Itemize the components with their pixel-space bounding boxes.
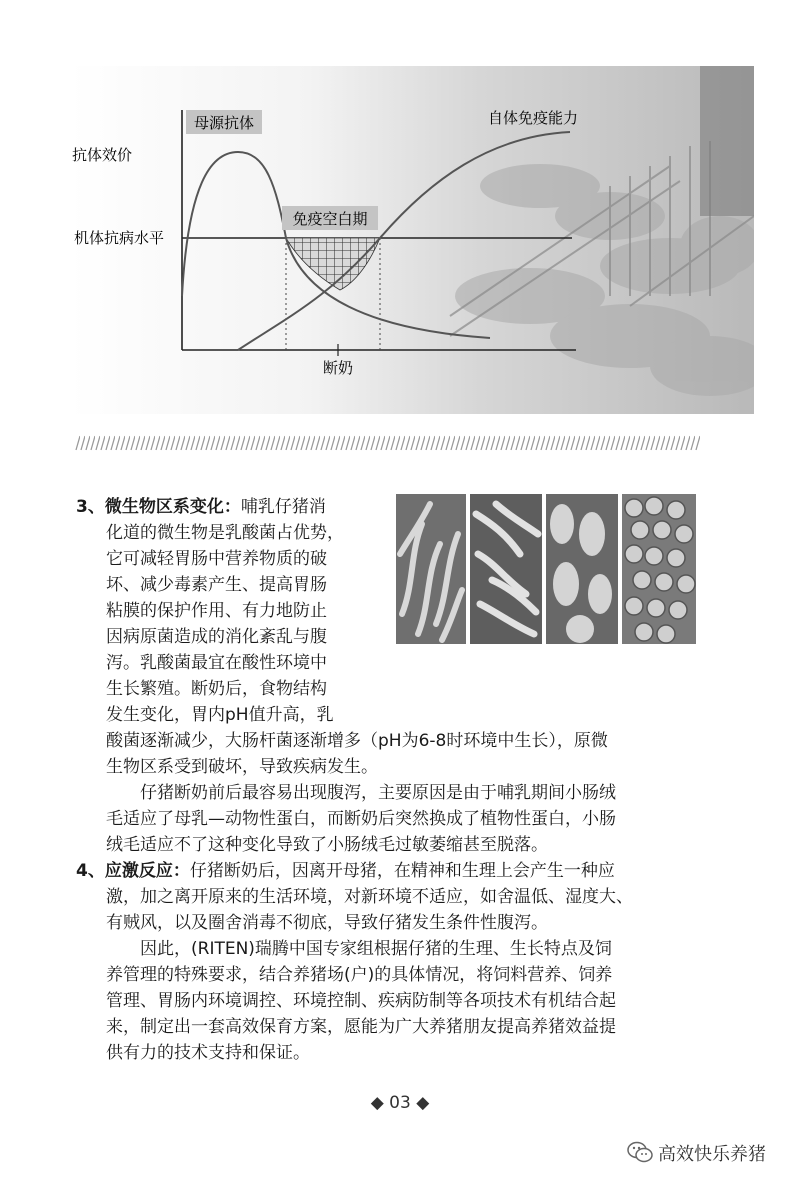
villi-photo-3 bbox=[546, 494, 618, 644]
wechat-watermark bbox=[624, 1134, 794, 1170]
wechat-icon bbox=[626, 1140, 654, 1164]
diarrhea-line-2: 绒毛适应不了这种变化导致了小肠绒毛过敏萎缩甚至脱落。 bbox=[106, 835, 548, 855]
section3-line-1: 化道的微生物是乳酸菌占优势， bbox=[106, 523, 344, 543]
section3-line-4: 粘膜的保护作用、有力地防止 bbox=[106, 601, 327, 621]
immunity-gap-label: 免疫空白期 bbox=[292, 210, 368, 228]
section3-title: 微生物区系变化： bbox=[104, 497, 241, 517]
section3-heading-line bbox=[76, 495, 326, 519]
riten-line-1: 养管理的特殊要求，结合养猪场(户)的具体情况，将饲料营养、饲养 bbox=[106, 965, 613, 985]
weaning-label: 断奶 bbox=[322, 359, 354, 377]
pig-pen-photo bbox=[70, 66, 754, 414]
intestinal-villi-photos bbox=[396, 494, 696, 644]
villi-photo-2 bbox=[470, 494, 542, 644]
villi-photo-1 bbox=[396, 494, 466, 644]
villi-photo-4 bbox=[622, 494, 696, 644]
page-number: ◆ 03 ◆ bbox=[370, 1093, 430, 1113]
self-immunity-label: 自体免疫能力 bbox=[487, 109, 579, 127]
section3-line-6: 泻。乳酸菌最宜在酸性环境中 bbox=[106, 653, 327, 673]
riten-line-0: 因此，(RITEN)瑞腾中国专家组根据仔猪的生理、生长特点及饲 bbox=[140, 939, 612, 959]
diarrhea-line-1: 毛适应了母乳—动物性蛋白，而断奶后突然换成了植物性蛋白，小肠 bbox=[106, 809, 616, 829]
riten-line-3: 来，制定出一套高效保育方案，愿能为广大养猪朋友提高养猪效益提 bbox=[106, 1017, 616, 1037]
hatched-divider bbox=[75, 434, 700, 452]
section3-line-10: 生物区系受到破坏，导致疾病发生。 bbox=[106, 757, 378, 777]
section3-line-5: 因病原菌造成的消化紊乱与腹 bbox=[106, 627, 327, 647]
antibody-titer-label: 抗体效价 bbox=[72, 146, 133, 164]
section4-line-0: 仔猪断奶后，因离开母猪，在精神和生理上会产生一种应 bbox=[189, 861, 615, 881]
section3-line-7: 生长繁殖。断奶后，食物结构 bbox=[106, 679, 327, 699]
immunity-gap-figure bbox=[70, 66, 754, 414]
watermark-text: 高效快乐养猪 bbox=[658, 1144, 766, 1165]
riten-line-4: 供有力的技术支持和保证。 bbox=[106, 1043, 310, 1063]
section4-number: 4、 bbox=[76, 861, 105, 881]
section3-number: 3、 bbox=[76, 497, 105, 517]
resistance-level-label: 机体抗病水平 bbox=[74, 229, 165, 247]
section3-line-9: 酸菌逐渐减少，大肠杆菌逐渐增多（pH为6-8时环境中生长），原微 bbox=[106, 731, 608, 751]
section4-line-2: 有贼风，以及圈舍消毒不彻底，导致仔猪发生条件性腹泻。 bbox=[106, 913, 548, 933]
section4-line-1: 激，加之离开原来的生活环境，对新环境不适应，如舍温低、湿度大、 bbox=[106, 887, 633, 907]
riten-line-2: 管理、胃肠内环境调控、环境控制、疾病防制等各项技术有机结合起 bbox=[106, 991, 616, 1011]
section4-title: 应激反应： bbox=[104, 861, 190, 881]
section3-line-0: 哺乳仔猪消 bbox=[240, 497, 326, 517]
maternal-antibody-label: 母源抗体 bbox=[193, 114, 255, 132]
section3-line-2: 它可减轻胃肠中营养物质的破 bbox=[106, 549, 327, 569]
section3-line-3: 坏、减少毒素产生、提高胃肠 bbox=[106, 575, 327, 595]
section3-line-8: 发生变化，胃内pH值升高，乳 bbox=[106, 705, 334, 725]
section4-heading-line bbox=[76, 859, 615, 883]
diarrhea-line-0: 仔猪断奶前后最容易出现腹泻，主要原因是由于哺乳期间小肠绒 bbox=[140, 783, 616, 803]
